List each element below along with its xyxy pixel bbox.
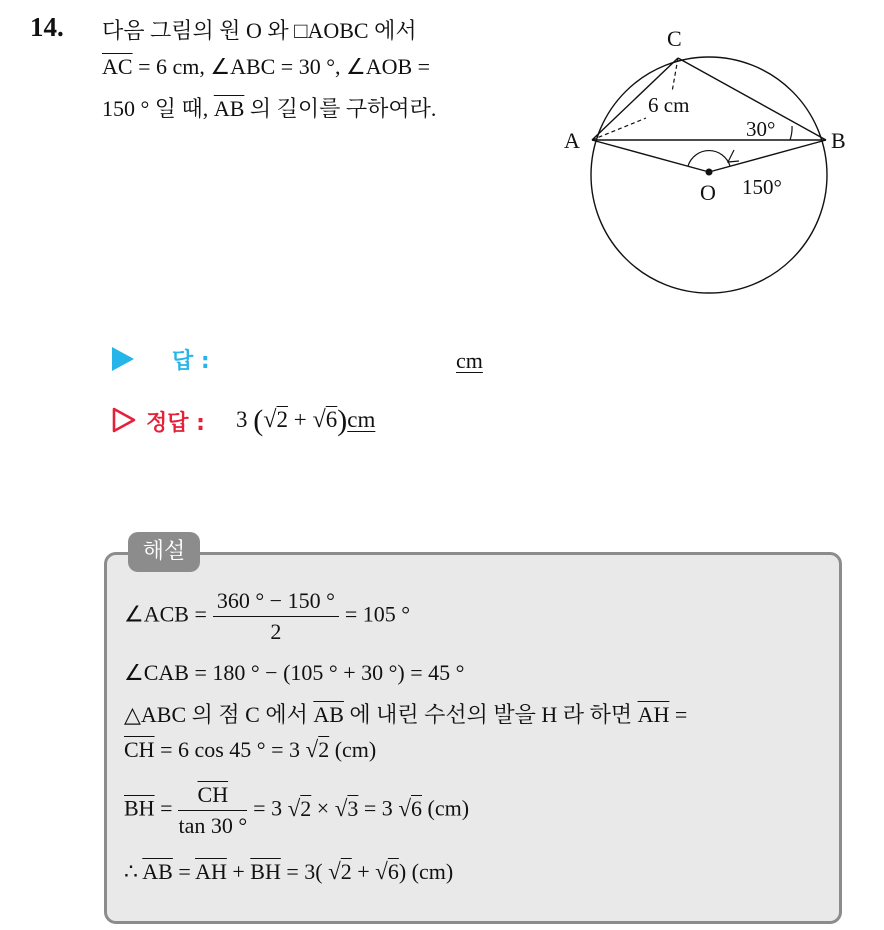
label-b: B: [831, 128, 846, 153]
question-line-3-rest: 의 길이를 구하여라.: [244, 96, 437, 121]
sol-l4-unit: (cm): [329, 737, 377, 762]
question-line-1: 다음 그림의 원 O 와 □AOBC 에서: [102, 18, 417, 43]
sol-l6-eq: =: [172, 859, 196, 884]
solution-line-5: $\overline{BH}$ = $\frac{\overline{CH}}{\tan 30 ^\circ}$ = 3 √2 × √3 = 3 √6 (cm): [124, 782, 470, 838]
sol-l6-seg-ah: $\overline{AH}$: [195, 859, 227, 884]
correct-radicand-2: 6: [325, 407, 338, 432]
sol-l6-unit: ) (cm): [398, 859, 454, 884]
label-angle-o: 150°: [742, 175, 782, 199]
angle-b-arc: [790, 126, 792, 140]
sol-l5-radicand-1: 2: [300, 795, 312, 821]
sol-l1-fraction: [213, 588, 339, 645]
segment-ab: $\overline{AB}$: [213, 96, 245, 121]
solution-line-6: ∴ $\overline{AB} = \overline{AH} + \overline{BH} = 3$( √2 + √6) (cm): [124, 858, 454, 884]
sol-l5-mid: = 3: [253, 795, 288, 821]
sol-l5-times: ×: [311, 795, 335, 821]
answer-label: 답 :: [172, 349, 210, 374]
sol-l1-lhs: ∠ACB =: [124, 601, 207, 627]
sol-l4-radicand: 2: [318, 737, 330, 762]
correct-answer-value: 3 (√2 + √6)cm: [236, 404, 376, 437]
sol-l1-numerator: 360 ° − 150 °: [213, 588, 339, 617]
sol-l5-radicand-2: 3: [347, 795, 359, 821]
angle-o-arrow: [728, 150, 739, 162]
sol-l5-eq2: = 3: [358, 795, 399, 821]
solution-line-4: $\overline{CH} = 6$ cos 45 ° = 3 √2 (cm): [124, 736, 377, 762]
answer-arrow-icon: [112, 347, 134, 371]
question-line-2-rest: = 6 cm, ∠ABC = 30 °, ∠AOB =: [132, 54, 431, 79]
sol-l6-seg-bh: $\overline{BH}$: [250, 859, 281, 884]
sol-l5-denominator: tan 30 °: [178, 813, 248, 838]
correct-arrow-icon: [112, 407, 136, 433]
sol-l3-seg-ah: $\overline{AH}$: [637, 702, 670, 727]
sol-l3-pre: △ABC 의 점 C 에서: [124, 702, 314, 727]
answer-unit: cm: [456, 348, 483, 373]
solution-tag: 해설: [128, 532, 200, 572]
correct-answer-label: 정답 :: [146, 411, 205, 436]
solution-line-2: ∠CAB = 180 ° − (105 ° + 30 °) = 45 °: [124, 660, 465, 685]
sol-l5-numerator: [178, 782, 247, 811]
sol-l1-denominator: 2: [270, 619, 282, 644]
sol-l4-mid: = 6 cos 45 ° = 3: [154, 737, 306, 762]
question-line-3: [102, 92, 436, 123]
sol-l5-unit: (cm): [422, 795, 470, 821]
sol-l3-end: =: [669, 702, 688, 727]
sol-l6-seg-ab: $\overline{AB}$: [142, 859, 173, 884]
sol-l6-radicand-2: 6: [387, 859, 399, 884]
segment-ac: $\overline{AC}$: [102, 54, 133, 79]
circle-figure: [550, 20, 880, 310]
label-a: A: [564, 128, 580, 153]
segment-ob-line: [709, 140, 826, 172]
sol-l6-mid: = 3(: [280, 859, 329, 884]
sol-l5-fraction: [178, 782, 247, 839]
solution-line-1: [124, 588, 410, 645]
question-number: 14.: [30, 12, 64, 42]
solution-line-3: [124, 698, 687, 729]
sol-l3-seg-ab: $\overline{AB}$: [313, 702, 344, 727]
sol-l5-radicand-3: 6: [411, 795, 422, 821]
sol-l1-rhs: = 105 °: [344, 601, 411, 627]
sol-l6-radicand-1: 2: [340, 859, 352, 884]
center-point-o: [706, 169, 713, 176]
correct-unit: cm: [347, 407, 376, 432]
correct-radicand-1: 2: [276, 407, 288, 432]
angle-o-arc: [688, 151, 730, 166]
question-line-2: [102, 54, 430, 80]
label-c: C: [667, 26, 682, 51]
question-line-3-value: 150 ° 일 때,: [102, 96, 214, 121]
sol-l5-eq: =: [154, 795, 173, 821]
sol-l6-therefore: ∴: [124, 859, 143, 884]
correct-coefficient: 3: [236, 407, 248, 432]
label-angle-b: 30°: [746, 117, 776, 141]
correct-plus: +: [293, 407, 307, 432]
sol-l3-mid: 에 내린 수선의 발을 H 라 하면: [343, 702, 638, 727]
label-o: O: [700, 180, 716, 205]
segment-ao-line: [592, 140, 709, 172]
sol-l4-seg-ch: $\overline{CH}$: [124, 737, 155, 762]
sol-l6-plus2: +: [351, 859, 376, 884]
label-ac-length: 6 cm: [648, 93, 690, 117]
sol-l6-plus: +: [226, 859, 251, 884]
sol-l5-seg-bh: $\overline{BH}$: [124, 795, 155, 821]
sol-l5-seg-ch: $\overline{CH}$: [197, 782, 229, 807]
